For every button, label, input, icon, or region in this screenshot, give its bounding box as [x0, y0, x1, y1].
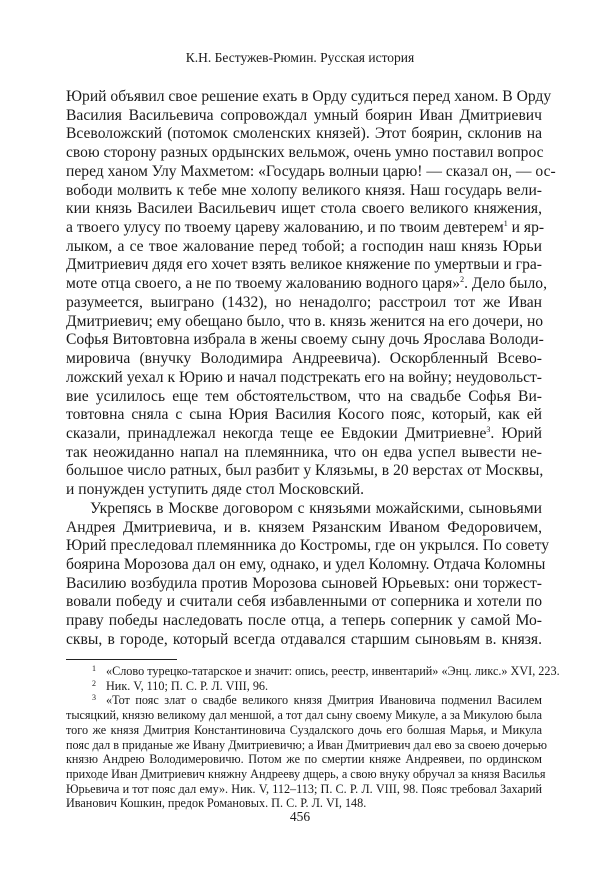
text-line: товтовна сняла с сына Юрия Василия Косого пояс, который, как ей [66, 406, 542, 424]
text-segment: «Слово турецко-татарское и значит: опись, реестр, инвентарий» «Энц. ликс.» XVI, 223. [106, 664, 560, 678]
footnote-3 [66, 693, 548, 811]
footnotes [66, 664, 560, 811]
text-line: боярина Морозова дал он ему, однако, и удел Коломну. Отдача Коломны [66, 555, 546, 573]
text-line: Софья Витовтовна избрала в жены своему сыну дочь Ярослава Володи- [66, 331, 544, 349]
text-line: вовали победу и считали себя избавленными от соперника и хотели по [66, 593, 542, 611]
text-segment: . Дело было, [464, 275, 547, 293]
text-line: лыком, а се твое жалование перед тобой; а господин наш князь Юрьи [66, 237, 542, 255]
text-line: сквы, в городе, который всегда отдавался старшим сыновьям в. князя. [66, 630, 542, 648]
footnote-ref-3[interactable]: 3 [486, 424, 491, 434]
footnote-ref-2[interactable]: 2 [460, 275, 465, 285]
paragraph-2 [66, 499, 550, 650]
text-line: кии князь Василеи Васильевич ищет стола своего великого княжения, [66, 200, 542, 218]
text-line: вие усилилось еще тем обстоятельством, что на свадьбе Софья Ви- [66, 387, 542, 405]
text-segment: . Юрий [490, 424, 543, 442]
paragraph-1 [66, 88, 556, 500]
text-line: Юрьевича и тот пояс дал ему». Ник. V, 112–113; П. С. Р. Л. VIII, 98. Пояс требовал Захарий [66, 781, 542, 796]
text-line: Всеволожский (потомок смоленских князей). Этот боярин, склонив на [66, 125, 542, 143]
text-line [66, 219, 545, 238]
running-header: К.Н. Бестужев-Рюмин. Русская история [185, 50, 415, 65]
text-segment: Ник. V, 110; П. С. Р. Л. VIII, 96. [106, 678, 269, 693]
text-line: 2 Ник. V, 110; П. С. Р. Л. VIII, 96. [92, 678, 269, 693]
text-line: перед ханом Улу Махметом: «Государь волныи царю! — сказал он, — ос- [66, 162, 556, 180]
text-line: и понужден уступить дяде стол Московский. [66, 481, 365, 499]
text-line [66, 275, 547, 294]
text-segment: «Тот пояс злат о свадбе великого князя Дмитрия Ивановича подменил Василем [106, 693, 542, 708]
text-segment: сказали, принадлежал некогда теще ее Евдокии Дмитриевне [66, 424, 487, 442]
text-line: свою сторону разных ордынских вельмож, очень умно поставил вопрос [66, 144, 544, 162]
text-line: Василию возбудила против Морозова сыновей Юрьевых: они торжест- [66, 574, 542, 592]
footnote-2 [66, 679, 542, 694]
text-line: так неожиданно напал на племянника, что он едва успел вывести не- [66, 443, 542, 461]
page-number: 456 [289, 809, 311, 824]
footnote-ref-1[interactable]: 1 [503, 219, 508, 229]
text-line: Дмитриевич; ему обещано было, что в. князь женится на его дочери, но [66, 312, 544, 330]
text-line: разумеется, выиграно (1432), но ненадолго; расстроил тот же Иван [66, 293, 542, 311]
text-line: 3 «Тот пояс злат о свадбе великого князя Дмитрия Ивановича подменил Василем [92, 693, 542, 708]
text-line: Укрепясь в Москве договором с князьями можайскими, сыновьями [90, 499, 542, 517]
text-line: большое число ратных, был разбит у Клязьмы, в 20 верстах от Москвы, [66, 462, 544, 480]
text-line: ложский уехал к Юрию и начал подстрекать его на войну; неудовольст- [66, 368, 542, 386]
text-line: пояс дал в приданые же Ивану Дмитриевичю; а Иван Дмитриевич дал ево за своею дочерью [66, 737, 548, 752]
text-segment: моте отца своего, а не по твоему жалованию водного царя» [66, 275, 461, 293]
text-segment: а твоего улусу по твоему цареву жалованию, и по твоим девтерем [66, 219, 504, 237]
text-line: мировича (внучку Володимира Андреевича). Оскорбленный Всево- [66, 350, 542, 368]
text-line: приходе Иван Дмитриевич княжну Андрееву дщерь, а свою внуку обручал за князя Василья [66, 766, 546, 781]
text-line: князю Андрею Володимеровичю. Потом же по смертии княже Андреявеи, по ординском [66, 752, 542, 767]
text-line: 1 «Слово турецко-татарское и значит: опись, реестр, инвентарий» «Энц. ликс.» XVI, 223. [92, 664, 560, 678]
main-text [66, 88, 556, 650]
text-line: Дмитриевич дядя его хочет взять великое княжение по умертвыи и гра- [66, 256, 542, 274]
text-line [66, 425, 542, 444]
footnote-1 [66, 664, 560, 679]
text-line: того же князя Дмитрия Константиновича Суздалского дочь его болшая Марья, и Микула [66, 722, 542, 737]
footnote-divider [66, 659, 177, 660]
text-line: тысяцкий, князю великому дал меншой, а тот дал сыну своему Микуле, а за Микулою была [66, 708, 542, 723]
text-line: Юрий объявил свое решение ехать в Орду судиться перед ханом. В Орду [66, 88, 552, 105]
text-line: Юрий преследовал племянника до Костромы, где он укрылся. По совету [66, 537, 550, 555]
text-segment: и яр- [507, 219, 545, 237]
text-line: Иванович Кошкин, предок Романовых. П. С. Р. Л. VI, 148. [66, 796, 367, 811]
text-line: Андрея Дмитриевича, и в. князем Рязанским Иваном Федоровичем, [66, 518, 542, 536]
text-line: Василия Васильевича сопровождал умный боярин Иван Дмитриевич [66, 106, 542, 124]
text-line: праву победы наследовать после отца, а теперь соперник у самой Мо- [66, 612, 542, 630]
text-line: вободи молвить к тебе мне холопу великого князя. Наш государь вели- [66, 181, 542, 199]
